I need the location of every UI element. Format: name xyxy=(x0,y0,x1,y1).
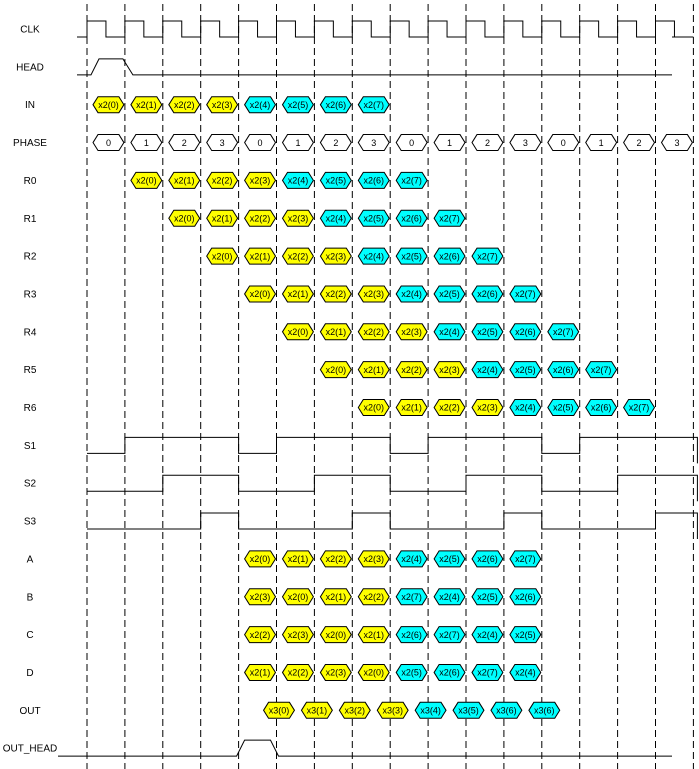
bus-cell-label: x2(0) xyxy=(249,554,271,565)
bus-cell xyxy=(245,664,276,680)
bus-cell-label: x2(1) xyxy=(363,364,385,375)
bus-cell xyxy=(339,702,370,718)
bus-cell xyxy=(548,362,579,378)
bus-cell-label: x2(1) xyxy=(325,327,347,337)
bus-cell xyxy=(283,324,314,340)
bus-cell xyxy=(434,362,465,378)
bus-cell-label: x2(1) xyxy=(325,591,347,602)
signal-row-r3 xyxy=(24,286,541,302)
bus-cell-label: x2(7) xyxy=(552,327,574,337)
bus-cell xyxy=(301,702,332,718)
bus-cell-label: x2(0) xyxy=(98,99,119,110)
bus-cell xyxy=(472,286,503,302)
signal-label: A xyxy=(26,554,34,566)
bus-cell xyxy=(358,627,389,643)
bus-cell-label: x2(2) xyxy=(287,251,309,262)
bus-cell xyxy=(396,135,427,151)
bus-cell xyxy=(472,362,503,378)
bus-cell xyxy=(586,362,617,378)
bus-cell xyxy=(358,286,389,302)
signal-row-r2 xyxy=(24,248,503,264)
bus-cell xyxy=(510,664,541,680)
signal-row-c xyxy=(26,627,540,643)
bus-cell xyxy=(320,97,351,113)
bus-cell xyxy=(245,627,276,643)
bus-cell-label: 3 xyxy=(371,137,377,148)
bus-cell-label: x2(0) xyxy=(363,667,385,678)
bus-cell xyxy=(283,135,314,151)
bus-cell xyxy=(207,97,238,113)
signal-label: R0 xyxy=(23,175,37,187)
bus-cell-label: x3(5) xyxy=(458,705,479,716)
bus-cell-label: x2(3) xyxy=(211,99,233,110)
signal-label: HEAD xyxy=(16,62,44,74)
signal-row-d xyxy=(26,664,540,680)
bus-cell xyxy=(434,135,465,151)
signal-row-r6 xyxy=(24,400,655,416)
bus-cell-label: 0 xyxy=(409,137,415,148)
bus-cell-label: x2(7) xyxy=(590,364,612,375)
bus-cell xyxy=(434,324,465,340)
bus-cell-label: x2(6) xyxy=(590,402,612,413)
bus-cell xyxy=(396,286,427,302)
bus-cell xyxy=(396,589,427,605)
bus-cell-label: x2(7) xyxy=(363,99,385,110)
bus-cell xyxy=(283,248,314,264)
bus-cell-label: x2(5) xyxy=(363,213,385,224)
bus-cell-label: x2(4) xyxy=(401,554,422,565)
bus-cell-label: x2(1) xyxy=(363,629,385,640)
bus-cell-label: x2(4) xyxy=(515,667,536,678)
signal-label: S3 xyxy=(23,516,37,528)
bus-cell xyxy=(396,664,427,680)
bus-cell-label: x3(4) xyxy=(420,705,441,716)
bus-cell-label: 2 xyxy=(333,137,339,148)
bus-cell-label: x2(3) xyxy=(287,629,309,640)
bus-cell-label: x2(2) xyxy=(249,213,271,224)
bus-cell-label: x2(5) xyxy=(477,591,498,602)
bus-cell xyxy=(320,248,351,264)
bus-cell xyxy=(245,135,276,151)
bus-cell xyxy=(320,135,351,151)
bus-cell xyxy=(131,97,162,113)
bus-cell xyxy=(434,664,465,680)
bus-cell xyxy=(358,589,389,605)
bus-cell-label: 3 xyxy=(522,137,528,148)
bus-cell-label: x2(2) xyxy=(439,402,460,413)
bus-cell xyxy=(453,702,484,718)
bus-cell-label: x2(5) xyxy=(401,667,422,678)
signal-label: R5 xyxy=(23,365,37,377)
bus-cell-label: x2(1) xyxy=(401,402,422,413)
bus-cell xyxy=(434,400,465,416)
signal-label: D xyxy=(26,667,34,679)
bus-cell-label: x2(4) xyxy=(477,629,498,640)
level-waveform xyxy=(87,513,697,539)
bus-cell-label: x2(1) xyxy=(211,213,233,224)
head-pulse xyxy=(77,59,672,75)
bus-cell xyxy=(434,551,465,567)
bus-cell xyxy=(169,210,200,226)
bus-cell-label: x2(3) xyxy=(325,251,347,262)
bus-cell xyxy=(586,400,617,416)
bus-cell-label: x2(6) xyxy=(439,251,460,262)
bus-cell-label: x2(2) xyxy=(363,591,385,602)
bus-cell xyxy=(586,135,617,151)
bus-cell-label: x2(0) xyxy=(136,175,157,186)
bus-cell-label: x2(0) xyxy=(325,629,347,640)
bus-cell-label: x2(4) xyxy=(363,251,385,262)
signal-label: B xyxy=(26,592,34,604)
signal-row-clk xyxy=(20,21,693,37)
bus-cell xyxy=(245,210,276,226)
bus-cell-label: x2(0) xyxy=(363,402,385,413)
bus-cell xyxy=(548,135,579,151)
bus-cell xyxy=(472,324,503,340)
bus-cell-label: x2(4) xyxy=(287,175,309,186)
bus-cell-label: x2(5) xyxy=(325,175,347,186)
bus-cell xyxy=(245,97,276,113)
bus-cell-label: x2(6) xyxy=(477,289,498,300)
bus-cell-label: x2(5) xyxy=(477,327,498,337)
bus-cell-label: x2(2) xyxy=(325,289,347,300)
bus-cell-label: x2(0) xyxy=(211,251,233,262)
bus-cell xyxy=(396,551,427,567)
bus-cell-label: x2(3) xyxy=(401,327,422,337)
bus-cell-label: x2(6) xyxy=(515,327,536,337)
bus-cell-label: x2(6) xyxy=(401,213,422,224)
bus-cell xyxy=(320,362,351,378)
bus-cell-label: x2(1) xyxy=(136,99,157,110)
bus-cell xyxy=(377,702,408,718)
bus-cell xyxy=(510,286,541,302)
bus-cell-label: x2(7) xyxy=(439,213,460,224)
bus-cell-label: x2(6) xyxy=(439,667,460,678)
bus-cell-label: x2(3) xyxy=(287,213,309,224)
bus-cell xyxy=(207,248,238,264)
bus-cell-label: x2(6) xyxy=(515,591,536,602)
bus-cell xyxy=(320,210,351,226)
bus-cell-label: x2(4) xyxy=(477,364,498,375)
bus-cell-label: x2(7) xyxy=(515,554,536,565)
bus-cell-label: 1 xyxy=(598,137,604,148)
bus-cell xyxy=(396,627,427,643)
bus-cell xyxy=(320,172,351,188)
bus-cell-label: x2(5) xyxy=(515,364,536,375)
bus-cell-label: 0 xyxy=(257,137,263,148)
bus-cell-label: 3 xyxy=(674,137,680,148)
bus-cell xyxy=(283,551,314,567)
clock-waveform xyxy=(77,21,693,37)
bus-cell-label: x2(3) xyxy=(249,175,271,186)
bus-cell xyxy=(358,551,389,567)
bus-cell xyxy=(245,172,276,188)
bus-cell-label: x2(2) xyxy=(287,667,309,678)
bus-cell xyxy=(169,172,200,188)
bus-cell-label: x3(6) xyxy=(534,705,555,716)
bus-cell xyxy=(472,400,503,416)
bus-cell-label: x2(2) xyxy=(249,629,271,640)
bus-cell-label: x2(0) xyxy=(325,364,347,375)
bus-cell-label: 2 xyxy=(484,137,490,148)
bus-cell-label: x2(4) xyxy=(249,99,271,110)
bus-cell xyxy=(415,702,446,718)
bus-cell xyxy=(320,286,351,302)
bus-cell-label: x2(3) xyxy=(249,591,271,602)
bus-cell-label: x2(7) xyxy=(401,591,422,602)
bus-cell xyxy=(396,400,427,416)
bus-cell xyxy=(283,627,314,643)
bus-cell xyxy=(358,324,389,340)
bus-cell xyxy=(434,286,465,302)
bus-cell-label: 1 xyxy=(295,137,301,148)
bus-cell xyxy=(358,248,389,264)
bus-cell xyxy=(245,286,276,302)
grid-lines xyxy=(87,4,693,769)
bus-cell xyxy=(434,210,465,226)
bus-cell-label: x2(5) xyxy=(439,554,460,565)
bus-cell xyxy=(283,286,314,302)
bus-cell xyxy=(245,589,276,605)
bus-cell-label: x2(3) xyxy=(325,667,347,678)
bus-cell-label: x3(0) xyxy=(268,705,290,716)
bus-cell-label: x3(2) xyxy=(344,705,366,716)
signal-row-r4 xyxy=(24,324,579,340)
bus-cell xyxy=(283,97,314,113)
bus-cell xyxy=(510,627,541,643)
bus-cell-label: x3(3) xyxy=(382,705,403,716)
bus-cell-label: x2(7) xyxy=(401,175,422,186)
bus-cell-label: x2(5) xyxy=(515,629,536,640)
bus-cell xyxy=(472,589,503,605)
signal-label: IN xyxy=(25,100,35,112)
bus-cell xyxy=(264,702,295,718)
bus-cell xyxy=(320,324,351,340)
bus-cell xyxy=(283,172,314,188)
signal-label: S2 xyxy=(23,478,37,490)
bus-cell-label: x2(4) xyxy=(439,327,460,337)
bus-cell xyxy=(93,97,124,113)
bus-cell xyxy=(472,551,503,567)
bus-cell-label: x2(6) xyxy=(552,364,574,375)
bus-cell-label: x2(7) xyxy=(477,251,498,262)
bus-cell xyxy=(283,589,314,605)
bus-cell xyxy=(472,135,503,151)
bus-cell xyxy=(472,664,503,680)
bus-cell xyxy=(624,135,655,151)
bus-cell-label: x2(2) xyxy=(211,175,233,186)
bus-cell xyxy=(510,362,541,378)
bus-cell-label: x2(3) xyxy=(363,554,385,565)
bus-cell-label: x2(0) xyxy=(287,327,309,337)
signal-label: R2 xyxy=(23,251,37,263)
bus-cell-label: 2 xyxy=(636,137,642,148)
bus-cell xyxy=(396,172,427,188)
signal-label: S1 xyxy=(23,440,37,452)
bus-cell-label: x2(4) xyxy=(515,402,536,413)
bus-cell-label: x2(5) xyxy=(552,402,574,413)
bus-cell xyxy=(662,135,693,151)
bus-cell xyxy=(472,248,503,264)
bus-cell-label: 1 xyxy=(447,137,453,148)
bus-cell xyxy=(245,551,276,567)
bus-cell-label: x2(1) xyxy=(287,289,309,300)
bus-cell xyxy=(207,210,238,226)
level-waveform xyxy=(87,437,697,463)
signal-row-out-head xyxy=(3,740,672,756)
signal-label: CLK xyxy=(20,24,40,36)
bus-cell-label: x2(1) xyxy=(287,554,309,565)
signal-label: C xyxy=(26,630,34,642)
bus-cell xyxy=(169,97,200,113)
bus-cell xyxy=(320,627,351,643)
bus-cell xyxy=(510,324,541,340)
signal-row-b xyxy=(27,589,541,605)
bus-cell-label: x2(2) xyxy=(363,327,385,337)
bus-cell xyxy=(434,589,465,605)
bus-cell xyxy=(358,362,389,378)
bus-cell xyxy=(510,551,541,567)
bus-cell-label: x3(1) xyxy=(306,705,328,716)
bus-cell xyxy=(434,248,465,264)
bus-cell-label: x2(6) xyxy=(477,554,498,565)
bus-cell xyxy=(434,627,465,643)
bus-cell xyxy=(207,135,238,151)
bus-cell xyxy=(283,210,314,226)
signal-row-in xyxy=(25,97,389,113)
bus-cell xyxy=(169,135,200,151)
level-waveform xyxy=(87,475,697,501)
bus-cell xyxy=(320,664,351,680)
bus-cell-label: x2(2) xyxy=(173,99,195,110)
bus-cell xyxy=(529,702,560,718)
bus-cell xyxy=(396,362,427,378)
bus-cell-label: x2(4) xyxy=(439,591,460,602)
bus-cell xyxy=(320,551,351,567)
bus-cell-label: x2(1) xyxy=(249,251,271,262)
bus-cell-label: 0 xyxy=(105,137,111,148)
bus-cell-label: x2(3) xyxy=(477,402,498,413)
bus-cell xyxy=(396,324,427,340)
bus-cell-label: x2(7) xyxy=(515,289,536,300)
bus-cell xyxy=(358,97,389,113)
signal-row-r5 xyxy=(24,362,617,378)
bus-cell-label: x2(6) xyxy=(401,629,422,640)
bus-cell xyxy=(396,210,427,226)
bus-cell xyxy=(320,589,351,605)
bus-cell-label: 2 xyxy=(181,137,187,148)
bus-cell xyxy=(358,210,389,226)
bus-cell-label: x2(0) xyxy=(173,213,195,224)
signal-row-r1 xyxy=(24,210,465,226)
bus-cell xyxy=(358,400,389,416)
bus-cell-label: 0 xyxy=(560,137,566,148)
bus-cell xyxy=(472,627,503,643)
bus-cell xyxy=(358,172,389,188)
bus-cell xyxy=(510,135,541,151)
bus-cell xyxy=(396,248,427,264)
signal-label: R4 xyxy=(23,327,37,339)
bus-cell xyxy=(207,172,238,188)
bus-cell xyxy=(283,664,314,680)
bus-cell-label: x2(5) xyxy=(401,251,422,262)
bus-cell xyxy=(131,172,162,188)
bus-cell-label: x2(5) xyxy=(287,99,309,110)
bus-cell-label: x2(4) xyxy=(401,289,422,300)
bus-cell xyxy=(245,248,276,264)
bus-cell xyxy=(491,702,522,718)
bus-cell-label: x2(2) xyxy=(325,554,347,565)
signal-row-r0 xyxy=(24,172,427,188)
signal-label: PHASE xyxy=(13,138,47,150)
signal-label: OUT_HEAD xyxy=(2,743,58,755)
signal-label: R6 xyxy=(23,403,37,414)
bus-cell-label: x2(3) xyxy=(439,364,460,375)
bus-cell-label: x2(7) xyxy=(628,402,650,413)
bus-cell xyxy=(548,324,579,340)
bus-cell xyxy=(358,664,389,680)
bus-cell-label: x3(6) xyxy=(496,705,517,716)
signal-row-head xyxy=(16,59,672,75)
signal-row-out xyxy=(19,702,559,718)
signal-label: R3 xyxy=(23,289,37,301)
signal-label: OUT xyxy=(19,705,41,717)
bus-cell-label: x2(5) xyxy=(439,289,460,300)
bus-cell-label: x2(3) xyxy=(363,289,385,300)
bus-cell-label: x2(1) xyxy=(173,175,195,186)
bus-cell xyxy=(131,135,162,151)
bus-cell-label: x2(7) xyxy=(439,629,460,640)
bus-cell-label: 1 xyxy=(143,137,149,148)
bus-cell-label: x2(6) xyxy=(363,175,385,186)
bus-cell xyxy=(624,400,655,416)
bus-cell xyxy=(358,135,389,151)
bus-cell xyxy=(510,589,541,605)
bus-cell-label: x2(4) xyxy=(325,213,347,224)
bus-cell xyxy=(548,400,579,416)
signal-label: R1 xyxy=(23,213,37,225)
bus-cell-label: x2(2) xyxy=(401,364,422,375)
bus-cell-label: x2(6) xyxy=(325,99,347,110)
bus-cell xyxy=(93,135,124,151)
bus-cell-label: x2(0) xyxy=(249,289,271,300)
bus-cell-label: 3 xyxy=(219,137,225,148)
bus-cell xyxy=(510,400,541,416)
bus-cell-label: x2(0) xyxy=(287,591,309,602)
bus-cell-label: x2(1) xyxy=(249,667,271,678)
bus-cell-label: x2(7) xyxy=(477,667,498,678)
signal-row-a xyxy=(27,551,541,567)
